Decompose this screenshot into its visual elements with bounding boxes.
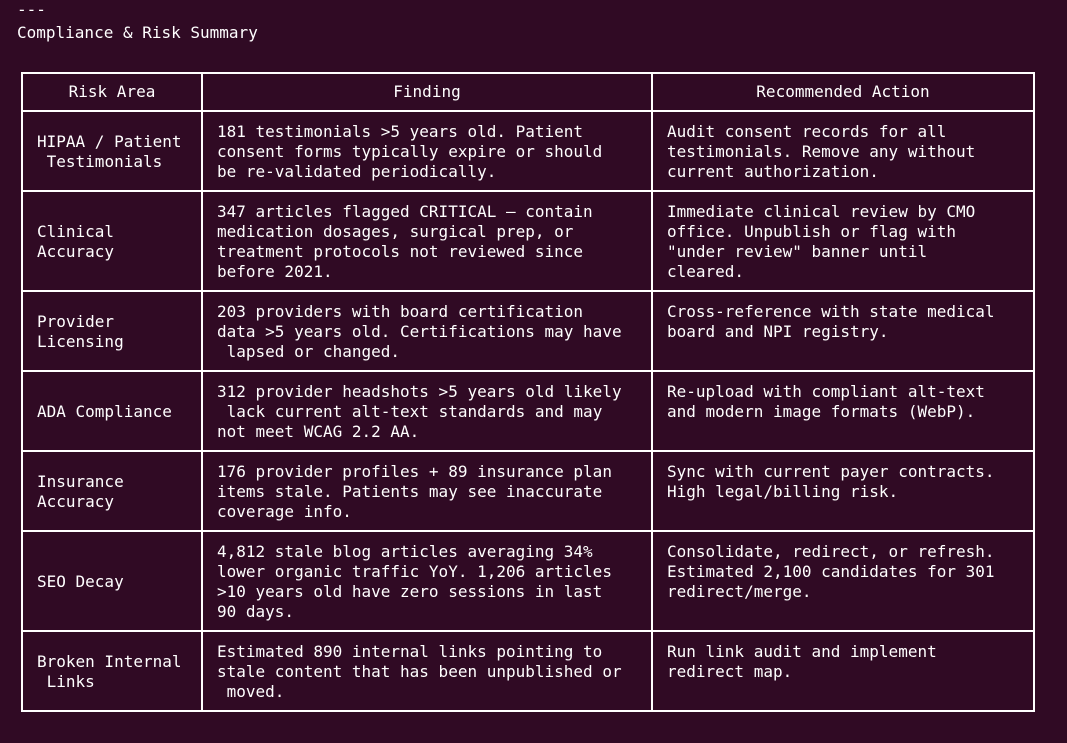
recommended-action-cell: Re-upload with compliant alt-text and modern image formats (WebP).	[652, 371, 1034, 451]
recommended-action-cell: Immediate clinical review by CMO office. Unpublish or flag with "under review" banner until cleared.	[652, 191, 1034, 291]
recommended-action-cell: Run link audit and implement redirect map.	[652, 631, 1034, 711]
column-header-recommended-action: Recommended Action	[652, 73, 1034, 111]
finding-cell: 312 provider headshots >5 years old likely lack current alt-text standards and may not meet WCAG 2.2 AA.	[202, 371, 652, 451]
column-header-finding: Finding	[202, 73, 652, 111]
column-header-risk-area: Risk Area	[22, 73, 202, 111]
finding-cell: 203 providers with board certification data >5 years old. Certifications may have lapsed or changed.	[202, 291, 652, 371]
table-row	[22, 371, 1034, 451]
recommended-action-cell: Cross-reference with state medical board and NPI registry.	[652, 291, 1034, 371]
table-row	[22, 451, 1034, 531]
risk-area-cell: Provider Licensing	[22, 291, 202, 371]
risk-area-cell: SEO Decay	[22, 531, 202, 631]
finding-cell: 347 articles flagged CRITICAL — contain medication dosages, surgical prep, or treatment protocols not reviewed since before 2021.	[202, 191, 652, 291]
recommended-action-cell: Sync with current payer contracts. High legal/billing risk.	[652, 451, 1034, 531]
finding-cell: Estimated 890 internal links pointing to stale content that has been unpublished or moved.	[202, 631, 652, 711]
table-row	[22, 111, 1034, 191]
recommended-action-cell: Consolidate, redirect, or refresh. Estimated 2,100 candidates for 301 redirect/merge.	[652, 531, 1034, 631]
risk-area-cell: Insurance Accuracy	[22, 451, 202, 531]
risk-summary-table	[21, 72, 1035, 712]
section-heading: Compliance & Risk Summary	[17, 23, 258, 42]
finding-cell: 4,812 stale blog articles averaging 34% lower organic traffic YoY. 1,206 articles >10 years old have zero sessions in last 90 days.	[202, 531, 652, 631]
risk-area-cell: Broken Internal Links	[22, 631, 202, 711]
table-row	[22, 631, 1034, 711]
recommended-action-cell: Audit consent records for all testimonials. Remove any without current authorization.	[652, 111, 1034, 191]
finding-cell: 176 provider profiles + 89 insurance plan items stale. Patients may see inaccurate coverage info.	[202, 451, 652, 531]
table-row	[22, 531, 1034, 631]
table-row	[22, 191, 1034, 291]
risk-area-cell: HIPAA / Patient Testimonials	[22, 111, 202, 191]
finding-cell: 181 testimonials >5 years old. Patient consent forms typically expire or should be re-validated periodically.	[202, 111, 652, 191]
horizontal-rule-marker: ---	[17, 0, 46, 19]
risk-area-cell: Clinical Accuracy	[22, 191, 202, 291]
table-header-row	[22, 73, 1034, 111]
risk-area-cell: ADA Compliance	[22, 371, 202, 451]
table-row	[22, 291, 1034, 371]
